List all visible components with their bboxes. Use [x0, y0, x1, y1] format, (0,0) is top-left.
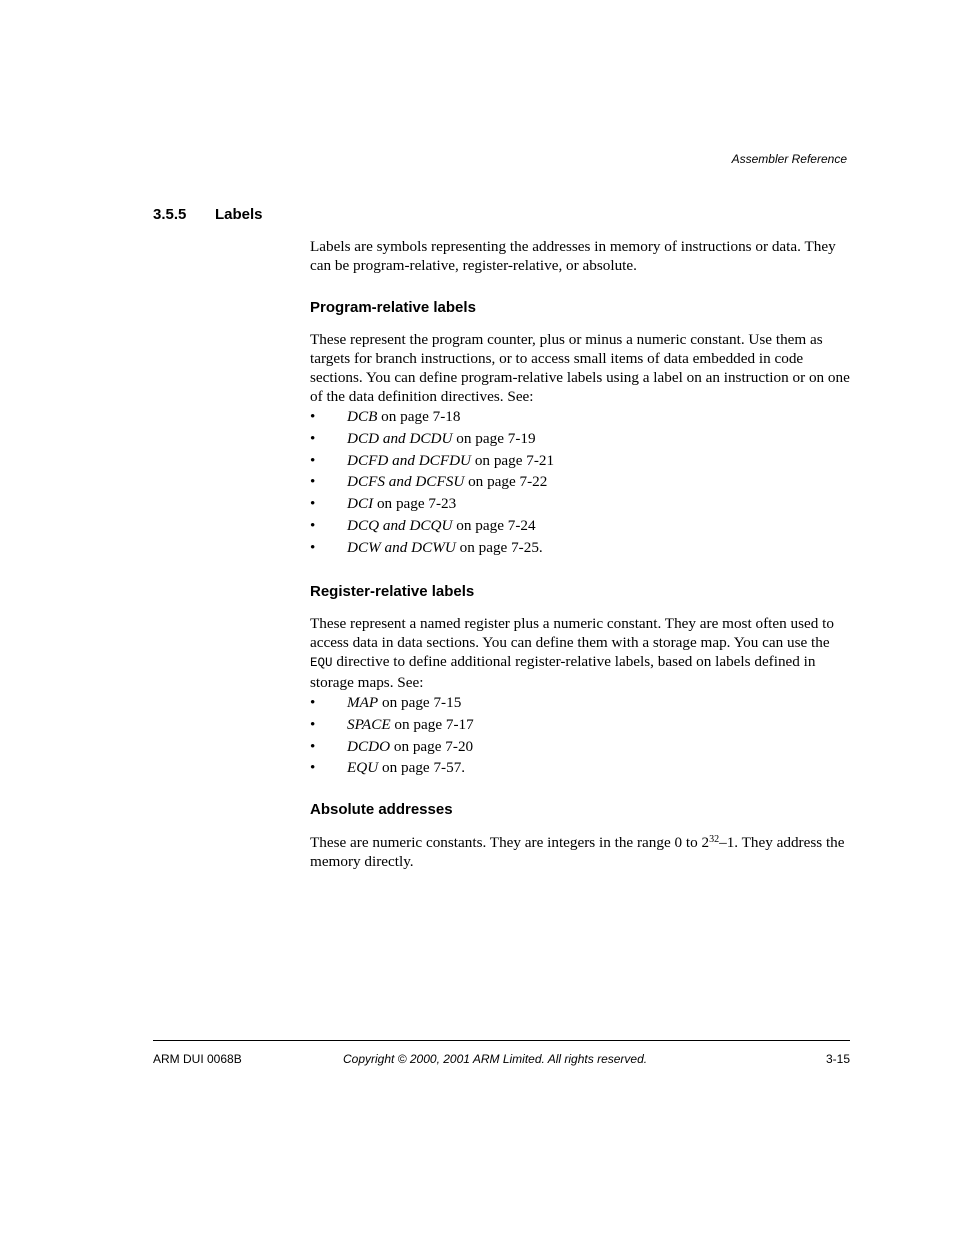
bullet: •	[310, 451, 316, 469]
program-relative-block	[310, 299, 850, 316]
list-item	[310, 515, 850, 537]
intro-paragraph: Labels are symbols representing the addresses in memory of instructions or data. They can be program-relative, register-relative, or absolute.	[310, 238, 836, 274]
section-title: Labels	[215, 206, 263, 223]
absolute-block	[310, 801, 850, 818]
reference-page: on page 7-17	[390, 715, 474, 733]
bullet: •	[310, 408, 316, 425]
intro-block	[310, 237, 850, 275]
bullet: •	[310, 516, 316, 534]
list-item	[310, 406, 850, 428]
document-id: ARM DUI 0068B	[153, 1052, 242, 1066]
code-keyword: EQU	[310, 656, 333, 670]
program-relative-body	[310, 330, 850, 559]
program-relative-list	[310, 406, 850, 559]
bullet: •	[310, 759, 316, 777]
reference-page: on page 7-21	[471, 451, 555, 469]
paragraph-text: directive to define additional register-relative labels, based on labels defined in storage maps. See:	[310, 653, 816, 691]
register-relative-heading: Register-relative labels	[310, 583, 475, 600]
reference-page: on page 7-25.	[455, 538, 543, 556]
register-relative-body	[310, 614, 850, 779]
section-number: 3.5.5	[153, 206, 187, 223]
paragraph-text: These are numeric constants. They are integers in the range 0 to 2	[310, 834, 710, 851]
section-heading	[153, 206, 263, 223]
reference-page: on page 7-20	[390, 737, 474, 755]
reference-page: on page 7-19	[452, 429, 536, 447]
reference-link[interactable]: SPACE	[347, 715, 391, 733]
list-item	[310, 493, 850, 515]
list-item	[310, 736, 850, 758]
reference-page: on page 7-18	[377, 408, 461, 425]
reference-page: on page 7-23	[373, 495, 457, 513]
program-relative-paragraph: These represent the program counter, plus or minus a numeric constant. Use them as targets for branch instructions, or to access small items of data embedded in code sections. You can define program-relative labels using a label on an instruction or on one of the data definition directives. See:	[310, 331, 850, 405]
bullet: •	[310, 473, 316, 491]
list-item	[310, 450, 850, 472]
page-number: 3-15	[825, 1052, 850, 1066]
absolute-body	[310, 833, 850, 871]
reference-link[interactable]: EQU	[347, 759, 379, 777]
reference-link[interactable]: DCQ and DCQU	[347, 516, 453, 534]
bullet: •	[310, 694, 316, 711]
reference-link[interactable]: MAP	[347, 694, 379, 711]
list-item	[310, 757, 850, 779]
footer-rule	[153, 1040, 850, 1041]
reference-link[interactable]: DCDO	[347, 737, 391, 755]
reference-link[interactable]: DCD and DCDU	[347, 429, 453, 447]
list-item	[310, 471, 850, 493]
paragraph-text: These represent a named register plus a numeric constant. They are most often used to access data in data sections. You can define them with a storage map. You can use the	[310, 615, 834, 651]
list-item	[310, 537, 850, 559]
absolute-heading: Absolute addresses	[310, 801, 453, 818]
reference-link[interactable]: DCFD and DCFDU	[347, 451, 472, 469]
reference-page: on page 7-15	[378, 694, 462, 711]
reference-page: on page 7-57.	[378, 759, 466, 777]
program-relative-heading: Program-relative labels	[310, 299, 476, 316]
bullet: •	[310, 715, 316, 733]
reference-link[interactable]: DCI	[347, 495, 374, 513]
bullet: •	[310, 737, 316, 755]
bullet: •	[310, 429, 316, 447]
register-relative-paragraph	[310, 614, 850, 692]
reference-page: on page 7-22	[464, 473, 548, 491]
list-item	[310, 428, 850, 450]
reference-link[interactable]: DCFS and DCFSU	[347, 473, 465, 491]
absolute-paragraph	[310, 833, 850, 871]
exponent: 32	[709, 834, 720, 845]
paragraph-text: –1. They address the memory directly.	[310, 834, 845, 870]
reference-page: on page 7-24	[452, 516, 536, 534]
list-item	[310, 692, 850, 714]
reference-link[interactable]: DCW and DCWU	[347, 538, 456, 556]
reference-link[interactable]: DCB	[347, 408, 378, 425]
copyright-notice: Copyright © 2000, 2001 ARM Limited. All rights reserved.	[343, 1052, 648, 1066]
bullet: •	[310, 538, 316, 556]
running-header: Assembler Reference	[731, 152, 847, 166]
register-relative-block	[310, 583, 850, 600]
bullet: •	[310, 495, 316, 513]
register-relative-list	[310, 692, 850, 779]
list-item	[310, 714, 850, 736]
